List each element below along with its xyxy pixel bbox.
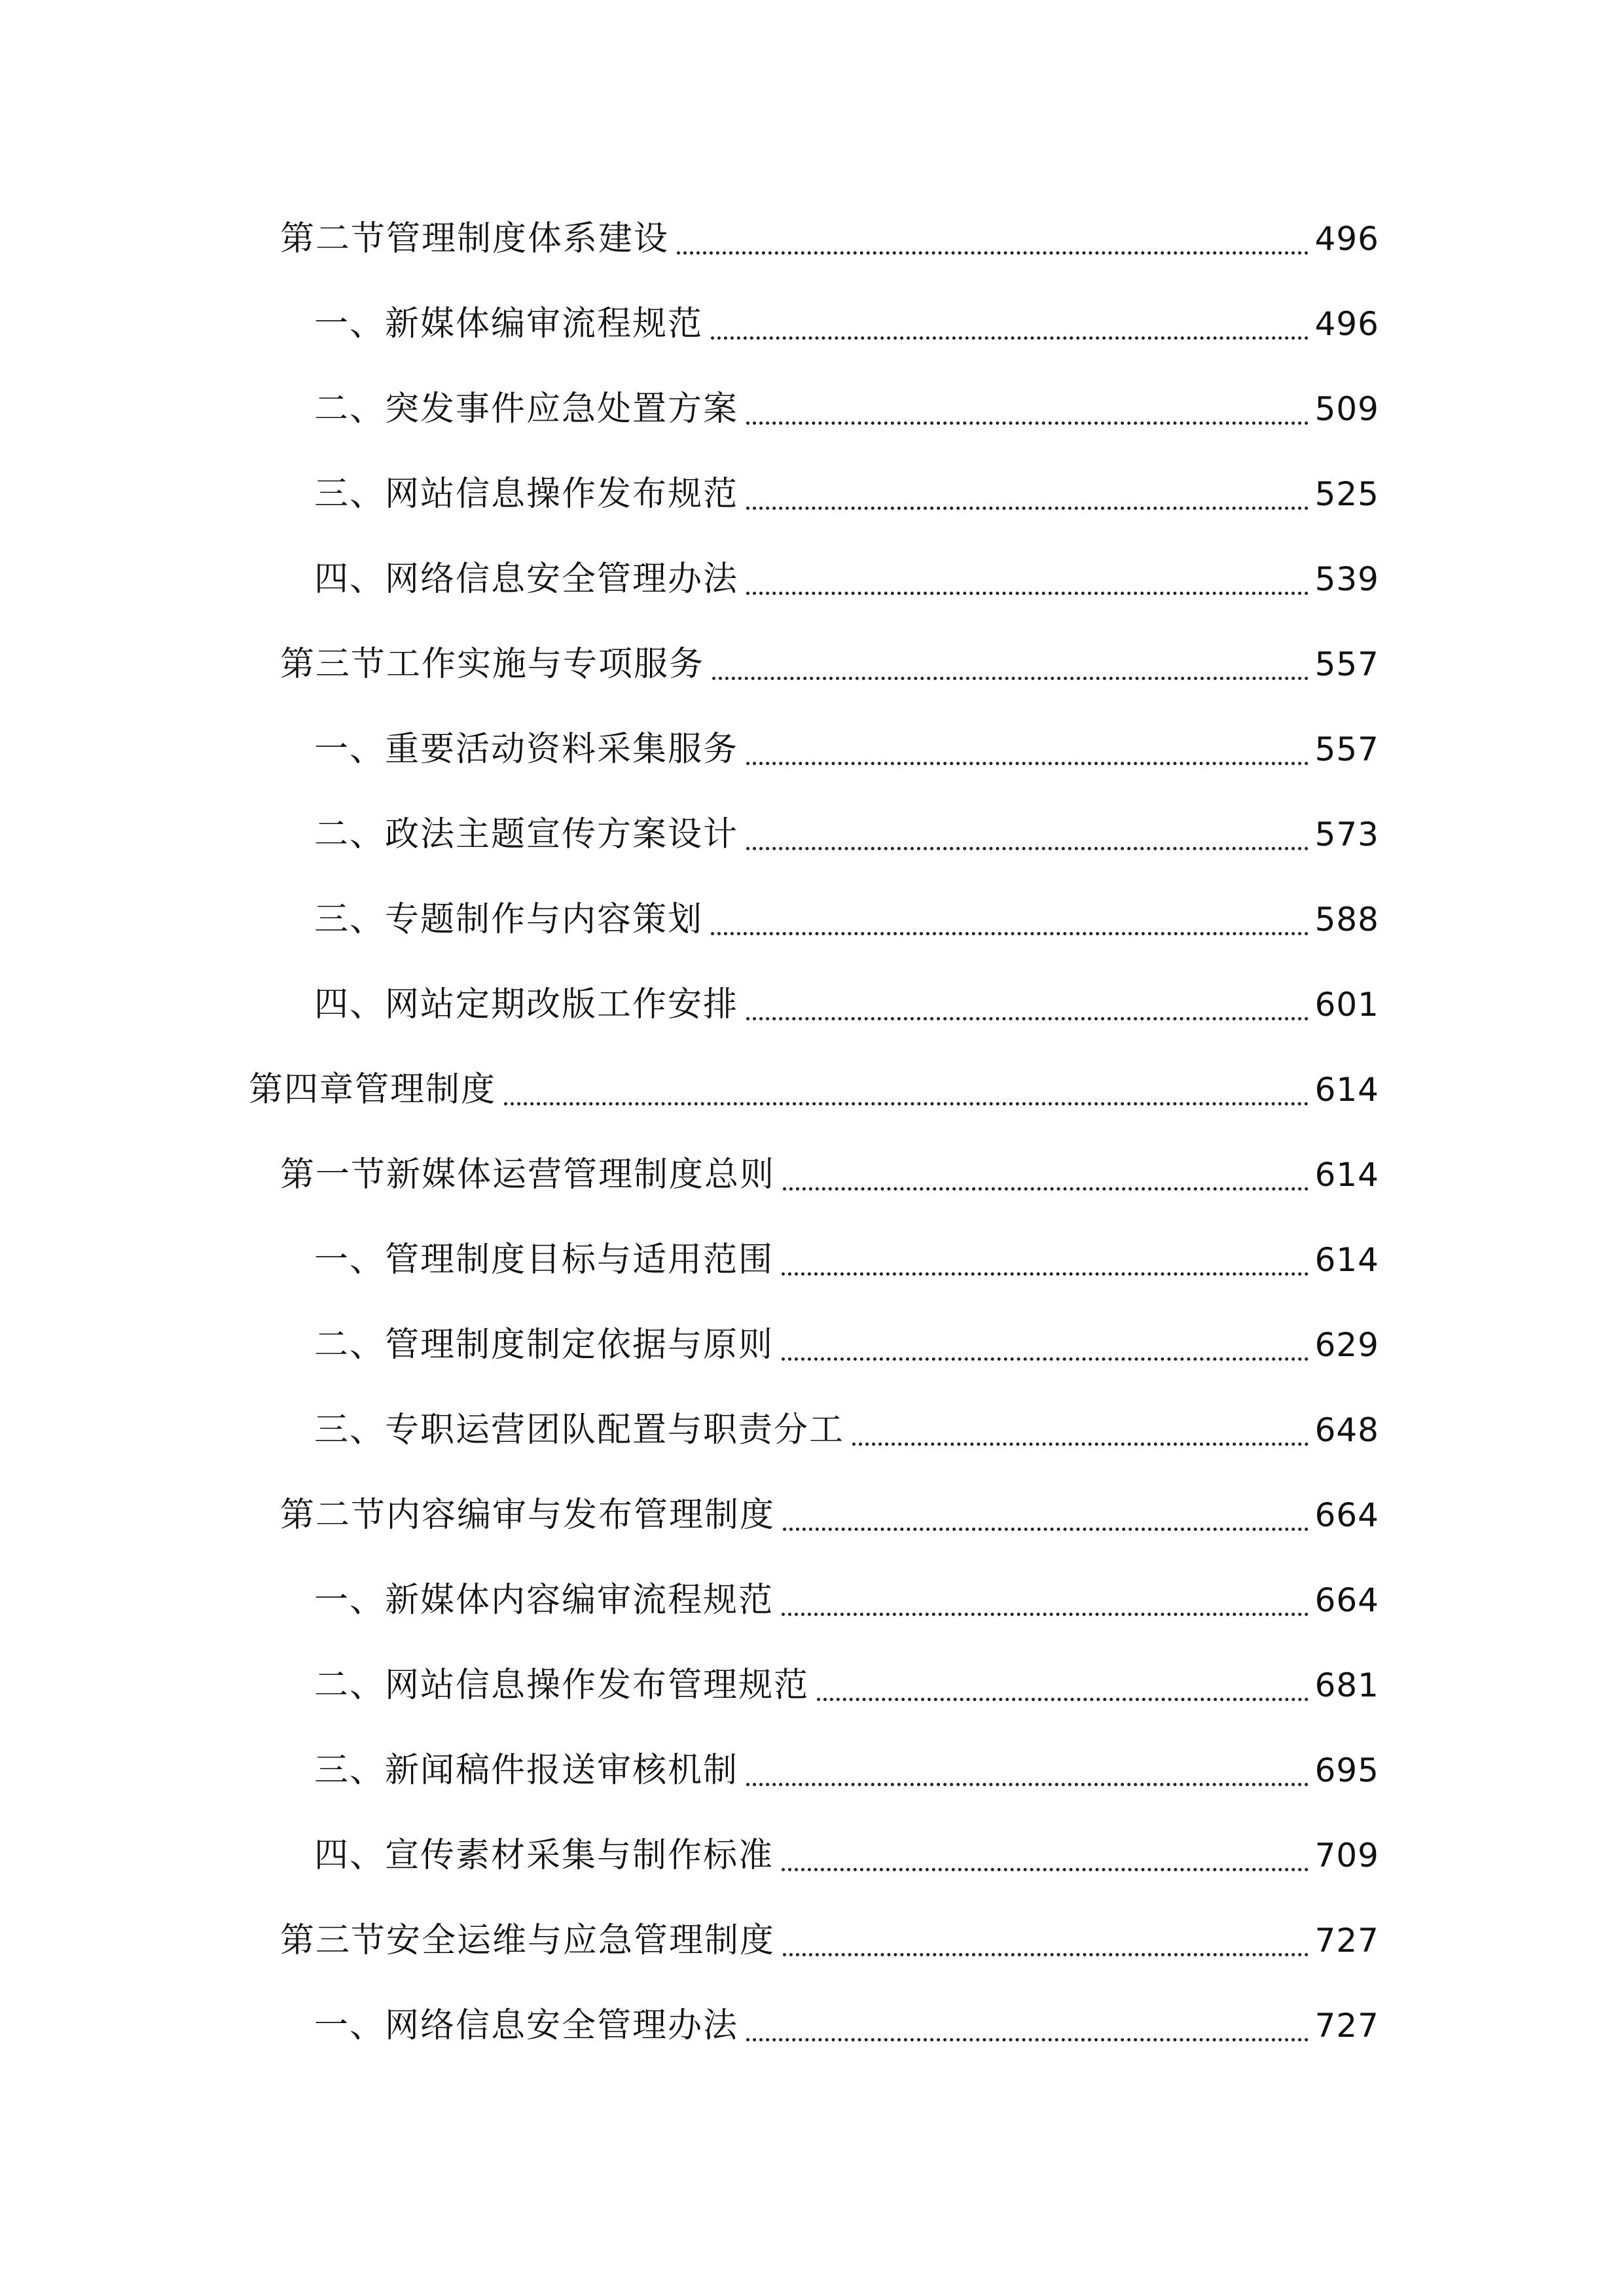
toc-entry[interactable] [249, 1064, 1379, 1116]
toc-entry-title: 四、网络信息安全管理办法 [314, 560, 739, 599]
toc-dot-leader [782, 1357, 1308, 1361]
toc-entry-title: 第四章管理制度 [249, 1070, 497, 1109]
toc-dot-leader [746, 2038, 1308, 2041]
toc-entry[interactable] [314, 1574, 1379, 1626]
toc-dot-leader [746, 507, 1308, 510]
toc-entry-page: 557 [1314, 730, 1379, 768]
toc-dot-leader [746, 847, 1308, 850]
toc-entry-page: 614 [1314, 1156, 1379, 1194]
toc-entry-page: 681 [1314, 1666, 1379, 1704]
toc-dot-leader [677, 251, 1308, 255]
toc-entry[interactable] [314, 808, 1379, 861]
toc-dot-leader [746, 1017, 1308, 1020]
toc-entry-title: 第一节新媒体运营管理制度总则 [280, 1155, 776, 1194]
toc-entry-page: 573 [1314, 816, 1379, 853]
toc-entry-page: 601 [1314, 986, 1379, 1024]
toc-entry[interactable] [314, 1319, 1379, 1371]
toc-entry-title: 二、管理制度制定依据与原则 [314, 1325, 774, 1365]
toc-entry-page: 539 [1314, 560, 1379, 598]
toc-entry-title: 第三节工作实施与专项服务 [280, 645, 705, 684]
toc-entry[interactable] [314, 1744, 1379, 1797]
toc-entry-page: 496 [1314, 220, 1379, 258]
toc-entry[interactable] [280, 213, 1379, 265]
toc-entry-title: 三、新闻稿件报送审核机制 [314, 1751, 739, 1790]
toc-entry-title: 第三节安全运维与应急管理制度 [280, 1921, 776, 1960]
toc-entry-title: 三、专职运营团队配置与职责分工 [314, 1410, 845, 1450]
toc-entry-page: 727 [1314, 1922, 1379, 1960]
toc-entry[interactable] [314, 1829, 1379, 1882]
toc-entry[interactable] [280, 1149, 1379, 1201]
toc-entry[interactable] [314, 723, 1379, 776]
toc-entry[interactable] [314, 893, 1379, 946]
toc-entry-title: 一、网络信息安全管理办法 [314, 2006, 739, 2045]
toc-entry-page: 614 [1314, 1241, 1379, 1279]
toc-entry[interactable] [314, 978, 1379, 1031]
toc-entry-page: 614 [1314, 1071, 1379, 1109]
toc-entry-title: 二、政法主题宣传方案设计 [314, 815, 739, 854]
toc-entry-page: 525 [1314, 475, 1379, 513]
toc-entry[interactable] [314, 298, 1379, 350]
toc-entry[interactable] [280, 1489, 1379, 1541]
toc-entry-title: 二、突发事件应急处置方案 [314, 389, 739, 429]
toc-entry-page: 629 [1314, 1326, 1379, 1364]
toc-entry[interactable] [314, 468, 1379, 520]
toc-entry-page: 557 [1314, 645, 1379, 683]
toc-entry[interactable] [314, 1234, 1379, 1286]
toc-dot-leader [504, 1102, 1308, 1105]
toc-entry-title: 三、网站信息操作发布规范 [314, 475, 739, 514]
toc-dot-leader [712, 677, 1308, 680]
toc-entry-title: 第二节管理制度体系建设 [280, 219, 670, 259]
toc-dot-leader [852, 1443, 1308, 1446]
toc-entry-page: 664 [1314, 1496, 1379, 1534]
toc-dot-leader [817, 1698, 1308, 1701]
toc-entry-page: 509 [1314, 390, 1379, 428]
toc-entry[interactable] [314, 1659, 1379, 1712]
toc-dot-leader [782, 1272, 1308, 1276]
toc-dot-leader [782, 1613, 1308, 1616]
toc-entry[interactable] [314, 553, 1379, 605]
toc-entry-page: 664 [1314, 1581, 1379, 1619]
toc-entry-title: 三、专题制作与内容策划 [314, 900, 704, 939]
toc-entry[interactable] [280, 1914, 1379, 1967]
toc-dot-leader [746, 592, 1308, 595]
toc-entry-title: 第二节内容编审与发布管理制度 [280, 1496, 776, 1535]
toc-entry-page: 648 [1314, 1411, 1379, 1449]
toc-entry-page: 496 [1314, 305, 1379, 343]
toc-dot-leader [782, 1868, 1308, 1871]
toc-entry[interactable] [314, 2000, 1379, 2052]
toc-entry-title: 一、新媒体编审流程规范 [314, 304, 704, 344]
toc-entry-page: 727 [1314, 2007, 1379, 2045]
toc-dot-leader [711, 932, 1308, 935]
toc-dot-leader [711, 336, 1308, 340]
toc-entry-title: 一、新媒体内容编审流程规范 [314, 1581, 774, 1620]
toc-dot-leader [783, 1528, 1308, 1531]
toc-entry-title: 二、网站信息操作发布管理规范 [314, 1666, 810, 1705]
toc-entry-page: 588 [1314, 901, 1379, 939]
toc-entry[interactable] [280, 638, 1379, 691]
toc-dot-leader [783, 1187, 1308, 1191]
toc-entry-title: 四、宣传素材采集与制作标准 [314, 1836, 774, 1875]
toc-dot-leader [746, 1783, 1308, 1786]
toc-entry-title: 四、网站定期改版工作安排 [314, 985, 739, 1024]
toc-entry-title: 一、管理制度目标与适用范围 [314, 1240, 774, 1280]
toc-dot-leader [746, 762, 1308, 765]
toc-entry[interactable] [314, 1404, 1379, 1456]
toc-entry-page: 709 [1314, 1837, 1379, 1874]
toc-entry-page: 695 [1314, 1751, 1379, 1789]
toc-dot-leader [746, 422, 1308, 425]
toc-entry[interactable] [314, 383, 1379, 435]
toc-entry-title: 一、重要活动资料采集服务 [314, 730, 739, 769]
toc-dot-leader [783, 1953, 1308, 1956]
